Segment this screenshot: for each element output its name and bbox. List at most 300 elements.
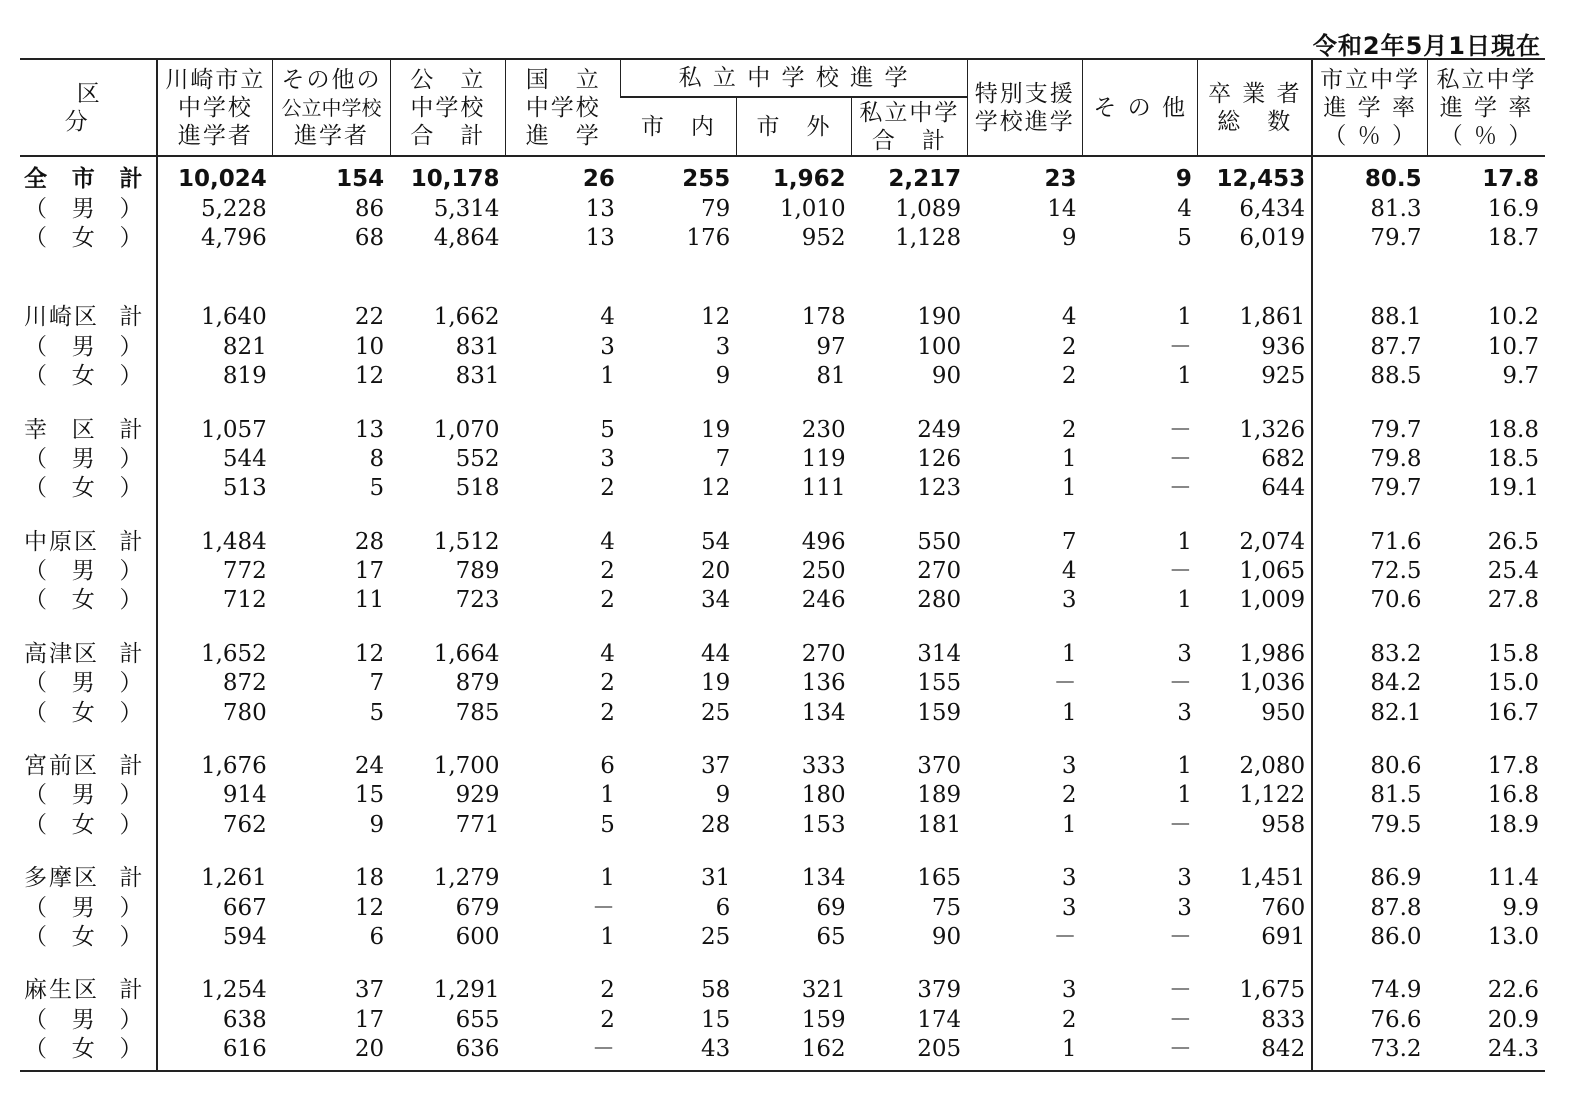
header-other: そ の 他 <box>1082 59 1197 156</box>
cell-value: 154 <box>336 166 385 193</box>
cell-value: － <box>1168 811 1192 838</box>
cell-value: 3 <box>1177 640 1192 667</box>
row-label-part: 男 <box>71 333 97 360</box>
spacer-cell <box>621 253 736 303</box>
row-label-part: ） <box>119 445 145 472</box>
row-label-part: 多摩区 <box>24 865 99 892</box>
table-row <box>20 698 1545 727</box>
cell-value: 7 <box>715 445 731 472</box>
cell-value: － <box>1082 1035 1197 1071</box>
header-private-group: 私 立 中 学 校 進 学 <box>621 59 967 97</box>
cell-value: 11.4 <box>1487 865 1539 892</box>
spacer-cell <box>20 504 157 528</box>
cell-value: 550 <box>917 528 962 555</box>
cell-value: 2,217 <box>888 166 962 193</box>
spacer-cell <box>967 728 1082 752</box>
cell-value: 2 <box>600 670 615 697</box>
cell-value: 1,662 <box>433 304 500 331</box>
cell-value: 785 <box>455 699 500 726</box>
spacer-cell <box>621 728 736 752</box>
cell-value: 333 <box>801 753 846 780</box>
table-row <box>20 811 1545 840</box>
cell-value: 17.8 <box>1482 166 1539 193</box>
cell-value: 2 <box>600 475 615 502</box>
cell-value: 123 <box>917 475 962 502</box>
cell-value: 20.9 <box>1487 1006 1539 1033</box>
cell-value: 43 <box>621 1035 736 1071</box>
cell-value: 79.7 <box>1312 474 1427 503</box>
cell-value: 2 <box>600 699 615 726</box>
spacer-cell <box>1312 840 1427 864</box>
cell-value: 34 <box>701 587 731 614</box>
cell-value: 87.7 <box>1312 333 1427 362</box>
cell-value: 1,664 <box>433 640 500 667</box>
cell-value: 13 <box>585 195 615 222</box>
group-spacer <box>20 616 1545 640</box>
cell-value: 5,228 <box>157 194 272 223</box>
spacer-cell <box>20 253 157 303</box>
cell-value: 58 <box>701 977 731 1004</box>
cell-value: － <box>1168 445 1192 472</box>
cell-value: 1,070 <box>433 416 500 443</box>
cell-value: － <box>1168 924 1192 950</box>
cell-value: 17 <box>354 558 385 585</box>
cell-value: 18.7 <box>1487 224 1539 251</box>
cell-value: 544 <box>157 445 272 474</box>
cell-value: 1 <box>1177 753 1192 780</box>
spacer-cell <box>273 840 390 864</box>
cell-value: 24 <box>354 753 385 780</box>
row-label-part: 男 <box>71 195 97 222</box>
row-label-part: （ <box>24 558 49 585</box>
cell-value: 314 <box>917 640 962 667</box>
cell-value: 19.1 <box>1487 475 1539 502</box>
cell-value: 513 <box>157 474 272 503</box>
cell-value: 1,861 <box>1239 304 1306 331</box>
cell-value: 6 <box>369 924 385 950</box>
cell-value: 19 <box>701 670 731 697</box>
row-label <box>20 445 157 474</box>
cell-value: 270 <box>917 558 962 585</box>
cell-value: 79.7 <box>1312 415 1427 444</box>
cell-value: 679 <box>455 894 500 921</box>
cell-value: 1 <box>967 1035 1082 1071</box>
row-label-part: ） <box>119 224 145 251</box>
cell-value: 4 <box>600 528 615 555</box>
spacer-cell <box>157 391 272 415</box>
cell-value: 205 <box>852 1035 967 1071</box>
header-special: 特別支援 学校進学 <box>967 59 1082 156</box>
cell-value: 16.8 <box>1487 782 1539 809</box>
cell-value: 79.7 <box>1312 224 1427 253</box>
row-label <box>20 415 157 444</box>
cell-value: 1 <box>600 924 615 950</box>
cell-value: 18 <box>354 865 385 892</box>
cell-value: － <box>591 894 615 921</box>
cell-value: 75 <box>931 894 962 921</box>
spacer-cell <box>506 504 621 528</box>
row-label-part: 男 <box>71 782 97 809</box>
cell-value: 176 <box>686 224 731 251</box>
cell-value: 13.0 <box>1487 924 1539 950</box>
spacer-cell <box>1312 728 1427 752</box>
cell-value: 250 <box>801 558 846 585</box>
cell-value: 4 <box>1061 304 1077 331</box>
cell-value: 9 <box>1175 166 1192 193</box>
header-private-rate: 私立中学 進 学 率 （ ％ ） <box>1428 59 1545 156</box>
row-label-part: 女 <box>71 587 97 614</box>
cell-value: 2 <box>600 977 615 1004</box>
table-row <box>20 156 1545 194</box>
cell-value: 249 <box>917 416 962 443</box>
spacer-cell <box>621 952 736 976</box>
cell-value: 8 <box>369 445 385 472</box>
cell-value: 772 <box>157 557 272 586</box>
cell-value: 68 <box>354 224 385 251</box>
cell-value: 594 <box>157 923 272 952</box>
cell-value: 1,451 <box>1239 865 1306 892</box>
table-row <box>20 557 1545 586</box>
cell-value: 1 <box>1177 587 1192 614</box>
cell-value: 780 <box>157 698 272 727</box>
row-label-part: ） <box>119 1036 145 1063</box>
row-label <box>20 557 157 586</box>
spacer-cell <box>506 952 621 976</box>
row-label <box>20 303 157 332</box>
cell-value: 81 <box>816 363 846 390</box>
cell-value: 26 <box>582 166 615 193</box>
row-label-part: 高津区 <box>24 640 99 667</box>
cell-value: 10.2 <box>1487 304 1539 331</box>
row-label <box>20 1006 157 1035</box>
cell-value: 914 <box>157 781 272 810</box>
cell-value: 22 <box>354 304 385 331</box>
row-label <box>20 474 157 503</box>
cell-value: 12 <box>354 894 385 921</box>
cell-value: 80.6 <box>1312 752 1427 781</box>
row-label-part: 計 <box>119 304 145 331</box>
row-label-part: ） <box>119 699 145 726</box>
cell-value: 165 <box>917 865 962 892</box>
spacer-cell <box>273 616 390 640</box>
cell-value: 5 <box>600 416 615 443</box>
spacer-cell <box>967 253 1082 303</box>
header-graduates: 卒 業 者 総 数 <box>1198 59 1312 156</box>
table-row <box>20 781 1545 810</box>
cell-value: 958 <box>1261 811 1306 838</box>
cell-value: 3 <box>1061 894 1077 921</box>
cell-value: － <box>1168 475 1192 502</box>
cell-value: 15.8 <box>1487 640 1539 667</box>
cell-value: 12 <box>701 475 731 502</box>
cell-value: 879 <box>455 670 500 697</box>
cell-value: 3 <box>715 333 731 360</box>
row-label-part: 計 <box>119 753 145 780</box>
cell-value: 180 <box>801 782 846 809</box>
cell-value: 136 <box>801 670 846 697</box>
cell-value: 97 <box>816 333 846 360</box>
cell-value: － <box>1168 670 1192 697</box>
cell-value: 4,864 <box>433 224 500 251</box>
row-label <box>20 362 157 391</box>
table-row <box>20 333 1545 362</box>
cell-value: 1 <box>1061 475 1077 502</box>
table-row <box>20 445 1545 474</box>
cell-value: 1,986 <box>1239 640 1306 667</box>
cell-value: 126 <box>917 445 962 472</box>
cell-value: 872 <box>157 669 272 698</box>
spacer-cell <box>20 952 157 976</box>
spacer-cell <box>621 840 736 864</box>
row-label-part: ） <box>119 558 145 585</box>
row-label-part: 麻生区 <box>24 977 99 1004</box>
spacer-cell <box>1082 616 1197 640</box>
header-private-total: 私立中学 合 計 <box>852 97 967 156</box>
table-row <box>20 864 1545 893</box>
row-label-part: 女 <box>71 363 97 390</box>
cell-value: 1,962 <box>772 166 846 193</box>
group-spacer <box>20 504 1545 528</box>
cell-value: 119 <box>801 445 846 472</box>
cell-value: 762 <box>157 811 272 840</box>
cell-value: － <box>506 1035 621 1071</box>
spacer-cell <box>1428 952 1545 976</box>
cell-value: 2 <box>600 1006 615 1033</box>
table-row <box>20 474 1545 503</box>
spacer-cell <box>967 616 1082 640</box>
spacer-cell <box>1428 391 1545 415</box>
row-label-part: （ <box>24 475 49 502</box>
cell-value: 1,057 <box>157 415 272 444</box>
cell-value: 280 <box>917 587 962 614</box>
cell-value: 23 <box>1044 166 1077 193</box>
spacer-cell <box>506 391 621 415</box>
cell-value: 159 <box>801 1006 846 1033</box>
cell-value: 14 <box>1047 195 1077 222</box>
row-label <box>20 224 157 253</box>
cell-value: 270 <box>801 640 846 667</box>
row-label-part: ） <box>119 924 145 950</box>
spacer-cell <box>1082 504 1197 528</box>
table-body <box>20 156 1545 1071</box>
cell-value: 10 <box>354 333 385 360</box>
spacer-cell <box>506 616 621 640</box>
row-label-part: 男 <box>71 1006 97 1033</box>
cell-value: 7 <box>1061 528 1077 555</box>
group-spacer <box>20 840 1545 864</box>
cell-value: 37 <box>354 977 385 1004</box>
cell-value: 936 <box>1261 333 1306 360</box>
cell-value: 12,453 <box>1216 166 1306 193</box>
cell-value: 3 <box>1061 753 1077 780</box>
cell-value: 3 <box>600 445 615 472</box>
cell-value: 153 <box>801 811 846 838</box>
cell-value: 69 <box>816 894 846 921</box>
header-national: 国 立 中学校 進 学 <box>506 59 621 156</box>
row-label <box>20 976 157 1005</box>
row-label-part: 女 <box>71 1036 97 1063</box>
cell-value: 79.8 <box>1312 445 1427 474</box>
cell-value: 76.6 <box>1312 1006 1427 1035</box>
spacer-cell <box>506 728 621 752</box>
row-label-part: 宮前区 <box>24 753 99 780</box>
spacer-cell <box>621 504 736 528</box>
row-label-part: （ <box>24 894 49 921</box>
table-row <box>20 976 1545 1005</box>
cell-value: 255 <box>682 166 731 193</box>
cell-value: 1 <box>600 782 615 809</box>
cell-value: 10,178 <box>410 166 500 193</box>
cell-value: 636 <box>390 1035 505 1071</box>
cell-value: 71.6 <box>1312 528 1427 557</box>
table-row <box>20 640 1545 669</box>
cell-value: 6 <box>600 753 615 780</box>
cell-value: 31 <box>701 865 731 892</box>
spacer-cell <box>390 952 505 976</box>
row-label <box>20 811 157 840</box>
cell-value: 950 <box>1261 699 1306 726</box>
row-label-part: ） <box>119 587 145 614</box>
cell-value: 1 <box>1177 304 1192 331</box>
cell-value: 155 <box>917 670 962 697</box>
cell-value: 13 <box>354 416 385 443</box>
cell-value: 100 <box>917 333 962 360</box>
row-label-part: 区 <box>71 416 97 443</box>
spacer-cell <box>852 728 967 752</box>
table-row <box>20 224 1545 253</box>
cell-value: 1 <box>1177 782 1192 809</box>
cell-value: 79 <box>701 195 731 222</box>
cell-value: 90 <box>931 924 962 950</box>
cell-value: 11 <box>354 587 385 614</box>
spacer-cell <box>390 253 505 303</box>
spacer-cell <box>1198 504 1312 528</box>
cell-value: 821 <box>157 333 272 362</box>
row-label-part: 女 <box>71 475 97 502</box>
row-label-part: （ <box>24 811 49 838</box>
header-private-out: 市 外 <box>736 97 851 156</box>
spacer-cell <box>1428 840 1545 864</box>
cell-value: 2 <box>1061 363 1077 390</box>
cell-value: 2 <box>1061 1006 1077 1033</box>
cell-value: 15.0 <box>1487 670 1539 697</box>
spacer-cell <box>157 504 272 528</box>
spacer-cell <box>273 504 390 528</box>
cell-value: 655 <box>455 1006 500 1033</box>
row-label <box>20 640 157 669</box>
cell-value: 28 <box>701 811 731 838</box>
cell-value: 682 <box>1261 445 1306 472</box>
row-label-part: 計 <box>119 166 145 193</box>
row-label <box>20 923 157 952</box>
spacer-cell <box>852 840 967 864</box>
cell-value: 2 <box>600 558 615 585</box>
cell-value: 5,314 <box>433 195 500 222</box>
row-label-part: 男 <box>71 445 97 472</box>
cell-value: 3 <box>1061 587 1077 614</box>
spacer-cell <box>852 952 967 976</box>
cell-value: 18.9 <box>1487 811 1539 838</box>
cell-value: 9 <box>369 811 385 838</box>
table-row <box>20 303 1545 332</box>
cell-value: 4,796 <box>157 224 272 253</box>
row-label-part: （ <box>24 1036 49 1063</box>
spacer-cell <box>157 616 272 640</box>
cell-value: 79.5 <box>1312 811 1427 840</box>
cell-value: 789 <box>455 558 500 585</box>
cell-value: 88.5 <box>1312 362 1427 391</box>
cell-value: － <box>1168 977 1192 1004</box>
spacer-cell <box>736 952 851 976</box>
spacer-cell <box>390 391 505 415</box>
row-label <box>20 156 157 194</box>
cell-value: 1,009 <box>1239 587 1306 614</box>
cell-value: 723 <box>455 587 500 614</box>
spacer-cell <box>1312 253 1427 303</box>
cell-value: 3 <box>1061 977 1077 1004</box>
cell-value: 1 <box>600 363 615 390</box>
cell-value: 83.2 <box>1312 640 1427 669</box>
spacer-cell <box>1198 616 1312 640</box>
header-public-total: 公 立 中学校 合 計 <box>390 59 505 156</box>
cell-value: － <box>1168 558 1192 585</box>
spacer-cell <box>736 253 851 303</box>
row-label-part: 計 <box>119 528 145 555</box>
cell-value: 1,010 <box>779 195 846 222</box>
cell-value: 5 <box>1177 224 1192 251</box>
cell-value: 73.2 <box>1312 1035 1427 1071</box>
cell-value: 1,065 <box>1239 558 1306 585</box>
row-label-part: 男 <box>71 558 97 585</box>
row-label-part: 男 <box>71 894 97 921</box>
table-row <box>20 893 1545 922</box>
spacer-cell <box>20 840 157 864</box>
row-label <box>20 194 157 223</box>
table-row <box>20 1006 1545 1035</box>
cell-value: 80.5 <box>1312 156 1427 194</box>
cell-value: 2 <box>1061 782 1077 809</box>
cell-value: 3 <box>1177 865 1192 892</box>
header-other-public: その他の 公立中学校 進学者 <box>273 59 390 156</box>
cell-value: 26.5 <box>1487 528 1539 555</box>
row-label-part: 計 <box>119 640 145 667</box>
row-label-part: （ <box>24 782 49 809</box>
cell-value: 54 <box>701 528 731 555</box>
cell-value: 134 <box>801 865 846 892</box>
row-label-part: （ <box>24 195 49 222</box>
cell-value: 19 <box>701 416 731 443</box>
cell-value: 1 <box>1061 640 1077 667</box>
row-label <box>20 781 157 810</box>
spacer-cell <box>967 840 1082 864</box>
cell-value: 246 <box>801 587 846 614</box>
cell-value: 10.7 <box>1487 333 1539 360</box>
cell-value: 111 <box>801 475 846 502</box>
cell-value: 13 <box>585 224 615 251</box>
cell-value: 16.9 <box>1487 195 1539 222</box>
cell-value: 1,512 <box>433 528 500 555</box>
row-label <box>20 864 157 893</box>
cell-value: 44 <box>701 640 731 667</box>
row-label-part: ） <box>119 811 145 838</box>
cell-value: 1,291 <box>433 977 500 1004</box>
header-city-rate: 市立中学 進 学 率 （ ％ ） <box>1312 59 1427 156</box>
cell-value: 15 <box>701 1006 731 1033</box>
spacer-cell <box>1082 253 1197 303</box>
cell-value: 1,279 <box>433 865 500 892</box>
spacer-cell <box>20 391 157 415</box>
spacer-cell <box>1198 952 1312 976</box>
